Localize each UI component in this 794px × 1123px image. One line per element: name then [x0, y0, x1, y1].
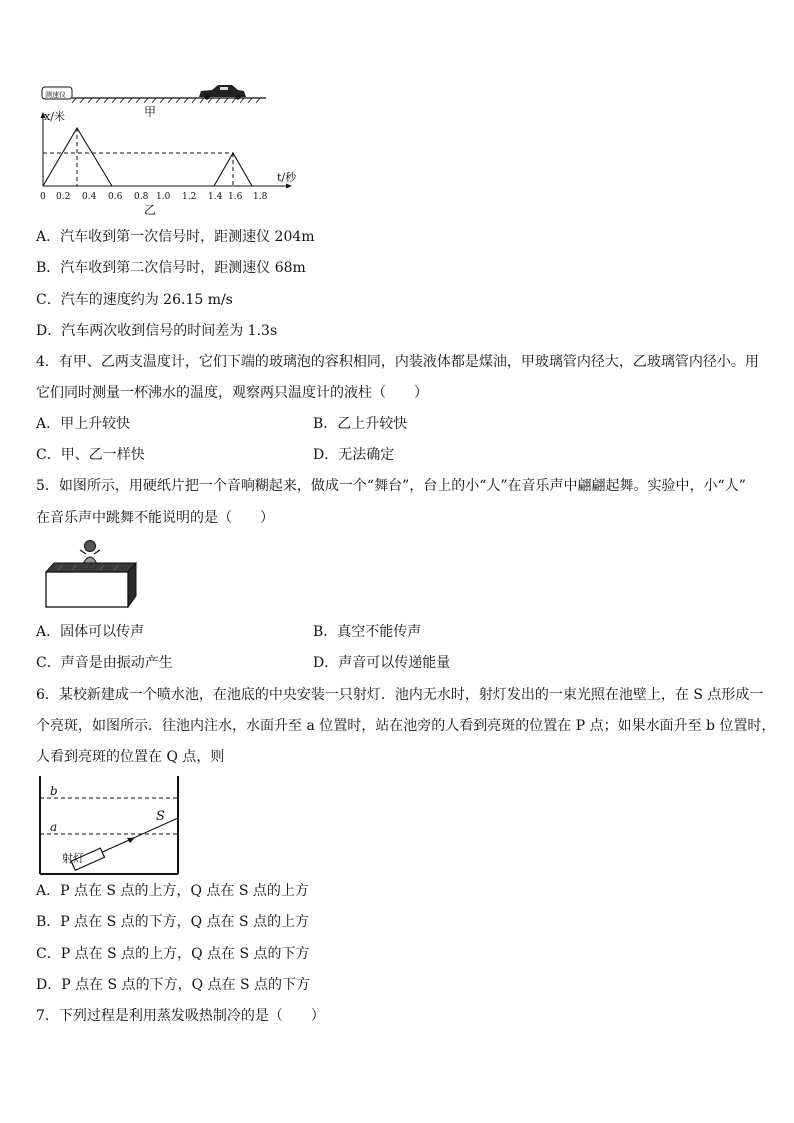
x-tick-label: 1.4	[208, 192, 223, 202]
x-tick-label: 1.0	[156, 192, 171, 202]
q6-stem-line3: 人看到亮斑的位置在 Q 点，则	[36, 749, 225, 765]
x-tick-label: 0.2	[56, 192, 71, 202]
q5-option-b: B．真空不能传声	[313, 624, 422, 640]
q4-option-b: B．乙上升较快	[313, 416, 408, 432]
dancing-figure-icon	[80, 541, 100, 567]
x-tick-label: 1.8	[253, 192, 268, 202]
spotlight-label: 射灯	[62, 852, 84, 865]
y-axis-label: x/米	[44, 110, 65, 123]
q5-option-c: C．声音是由振动产生	[36, 655, 173, 671]
q6-option-d: D．P 点在 S 点的下方，Q 点在 S 点的下方	[36, 977, 311, 993]
q5-option-d: D．声音可以传递能量	[313, 655, 451, 671]
figure-label-yi: 乙	[144, 203, 157, 217]
level-b-label: b	[50, 784, 58, 798]
x-tick-label: 0.4	[82, 192, 97, 202]
q4-option-c: C．甲、乙一样快	[36, 447, 145, 463]
speed-measurement-figure	[36, 78, 298, 218]
q6-stem-line1: 6．某校新建成一个喷水池，在池底的中央安装一只射灯．池内无水时，射灯发出的一束光照在池壁上，在 S 点形成一	[36, 687, 764, 703]
speed-figure-svg	[36, 78, 298, 218]
road-hatching	[72, 98, 260, 103]
x-tick-label: 0.6	[108, 192, 123, 202]
light-ray	[98, 818, 178, 854]
q4-stem-line2: 它们同时测量一杯沸水的温度，观察两只温度计的液柱（ ）	[36, 385, 428, 401]
level-a-label: a	[50, 820, 58, 834]
q5-option-a: A．固体可以传声	[36, 624, 145, 640]
x-tick-label: 1.6	[228, 192, 243, 202]
q5-stem-line1: 5．如图所示，用硬纸片把一个音响糊起来，做成一个“舞台”，台上的小“人”在音乐声中翩翩起舞。实验中，小“人”	[36, 478, 746, 494]
x-tick-label: 0	[40, 192, 46, 202]
q4-option-a: A．甲上升较快	[36, 416, 131, 432]
x-tick-label: 1.2	[182, 192, 197, 202]
q3-option-a: A．汽车收到第一次信号时，距测速仪 204m	[36, 229, 315, 245]
point-s-label: S	[156, 809, 165, 824]
x-axis-label: t/秒	[277, 171, 297, 184]
q6-option-a: A．P 点在 S 点的上方，Q 点在 S 点的上方	[36, 883, 309, 899]
pool-light-figure	[38, 776, 182, 876]
speaker-box-icon	[46, 563, 136, 607]
q3-option-d: D．汽车两次收到信号的时间差为 1.3s	[36, 323, 278, 339]
q6-option-b: B．P 点在 S 点的下方，Q 点在 S 点的上方	[36, 914, 310, 930]
q3-option-b: B．汽车收到第二次信号时，距测速仪 68m	[36, 260, 306, 276]
q3-option-c: C．汽车的速度约为 26.15 m/s	[36, 292, 233, 308]
xt-graph	[40, 109, 297, 217]
q6-option-c: C．P 点在 S 点的上方，Q 点在 S 点的下方	[36, 946, 310, 962]
q5-stem-line2: 在音乐声中跳舞不能说明的是（ ）	[36, 510, 274, 526]
x-tick-label: 0.8	[134, 192, 149, 202]
road-diagram	[42, 85, 266, 119]
q7-stem: 7．下列过程是利用蒸发吸热制冷的是（ ）	[36, 1008, 325, 1024]
q4-option-d: D．无法确定	[313, 447, 395, 463]
q4-stem-line1: 4．有甲、乙两支温度计，它们下端的玻璃泡的容积相同，内装液体都是煤油，甲玻璃管内径大，乙玻璃管内径小。用	[36, 354, 759, 370]
q6-stem-line2: 个亮斑，如图所示．往池内注水，水面升至 a 位置时，站在池旁的人看到亮斑的位置在 P 点；如果水面升至 b 位置时，	[36, 718, 776, 734]
x-tick-labels	[40, 192, 268, 202]
speaker-stage-figure	[42, 536, 138, 612]
speed-device-label: 测速仪	[45, 91, 66, 99]
figure-label-jia: 甲	[144, 105, 157, 119]
